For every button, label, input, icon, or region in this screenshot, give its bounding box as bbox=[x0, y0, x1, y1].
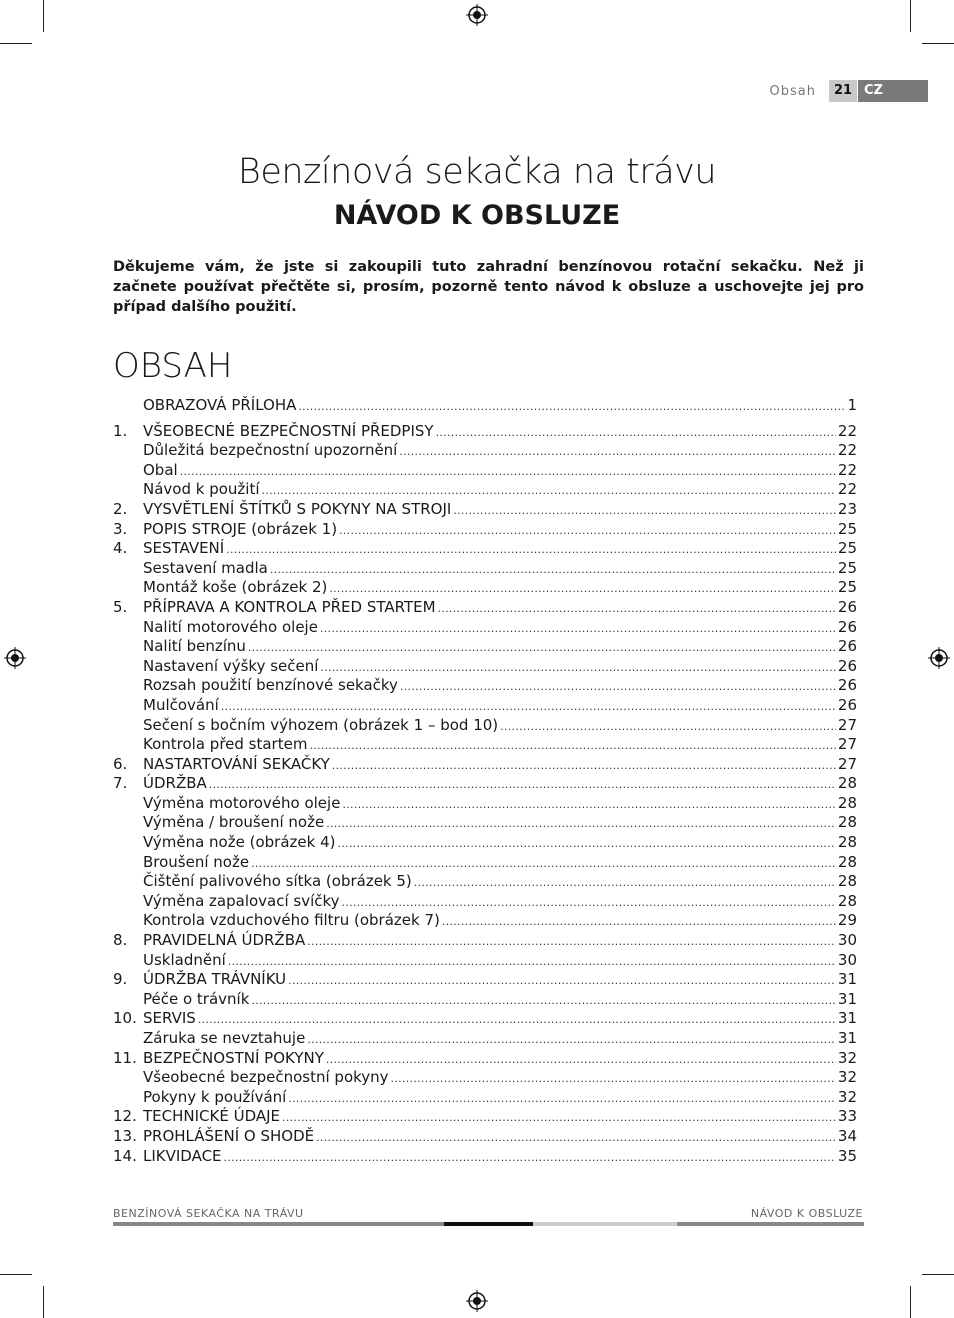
intro-paragraph: Děkujeme vám, že jste si zakoupili tuto zahradní benzínovou rotační sekačku. Než ji začnete používat přečtěte si, prosím, pozorně tento návod k obsluze a uschovejte jej pro případ dalšího použití. bbox=[113, 259, 864, 315]
toc-entry-page: 27 bbox=[837, 754, 857, 773]
toc-entry-title: Nalití motorového oleje bbox=[143, 617, 318, 636]
toc-entry-title: Výměna motorového oleje bbox=[143, 793, 341, 812]
toc-dot-leader bbox=[442, 912, 836, 932]
toc-dot-leader bbox=[332, 756, 836, 776]
toc-dot-leader bbox=[288, 971, 836, 991]
toc-entry bbox=[113, 676, 857, 696]
toc-entry-title: OBRAZOVÁ PŘÍLOHA bbox=[143, 396, 297, 414]
toc-entry-title: Důležitá bezpečnostní upozornění bbox=[143, 441, 398, 460]
toc-entry-page: 28 bbox=[837, 833, 857, 852]
toc-entry-number: 5. bbox=[113, 597, 128, 616]
toc-entry-page: 25 bbox=[837, 519, 857, 538]
toc-entry-page: 28 bbox=[837, 891, 857, 910]
toc-entry bbox=[113, 637, 857, 657]
toc-entry-title: SESTAVENÍ bbox=[143, 539, 225, 558]
toc-entry-page: 27 bbox=[837, 735, 857, 754]
toc-dot-leader bbox=[391, 1069, 836, 1089]
toc-dot-leader bbox=[248, 638, 836, 658]
toc-dot-leader bbox=[251, 991, 836, 1011]
toc-dot-leader bbox=[339, 521, 836, 541]
toc-entry bbox=[113, 657, 857, 677]
toc-entry-page: 26 bbox=[837, 695, 857, 714]
toc-entry bbox=[113, 1068, 857, 1088]
toc-entry-page: 26 bbox=[837, 597, 857, 616]
toc-entry-title: Uskladnění bbox=[143, 950, 226, 969]
toc-entry bbox=[113, 911, 857, 931]
toc-entry-page: 26 bbox=[837, 656, 857, 675]
toc-dot-leader bbox=[198, 1010, 836, 1030]
toc-entry-number: 1. bbox=[113, 421, 128, 440]
toc-entry-title: Nalití benzínu bbox=[143, 637, 246, 656]
toc-dot-leader bbox=[320, 619, 836, 639]
toc-dot-leader bbox=[400, 677, 836, 697]
toc-entry-page: 32 bbox=[837, 1087, 857, 1106]
crop-mark bbox=[922, 1274, 954, 1275]
toc-dot-leader bbox=[438, 599, 836, 619]
toc-entry bbox=[113, 833, 857, 853]
toc-entry-title: Péče o trávník bbox=[143, 989, 250, 1008]
toc-entry-page: 30 bbox=[837, 950, 857, 969]
toc-entry-number: 9. bbox=[113, 970, 128, 989]
crop-mark bbox=[43, 0, 44, 32]
toc-entry bbox=[113, 872, 857, 892]
toc-entry-title: Všeobecné bezpečnostní pokyny bbox=[143, 1068, 389, 1087]
toc-entry-number: 3. bbox=[113, 519, 128, 538]
toc-entry-title: Broušení nože bbox=[143, 852, 250, 871]
toc-entry-title: Kontrola před startem bbox=[143, 735, 308, 754]
toc-entry-page: 28 bbox=[837, 852, 857, 871]
footer-bar-segment bbox=[533, 1222, 677, 1226]
toc-entry-title: NASTARTOVÁNÍ SEKAČKY bbox=[143, 754, 330, 773]
toc-entry-page: 1 bbox=[847, 396, 857, 414]
toc-dot-leader bbox=[307, 1030, 836, 1050]
toc-dot-leader bbox=[329, 579, 836, 599]
toc-entry bbox=[113, 931, 857, 951]
registration-mark-icon bbox=[4, 647, 26, 669]
toc-entry-title: Návod k použití bbox=[143, 480, 260, 499]
toc-entry-title: LIKVIDACE bbox=[143, 1146, 222, 1165]
toc-entry-page: 31 bbox=[837, 970, 857, 989]
toc-entry-number: 8. bbox=[113, 931, 128, 950]
toc-entry-number: 14. bbox=[113, 1146, 137, 1165]
toc-entry bbox=[113, 970, 857, 990]
toc-entry-page: 22 bbox=[837, 480, 857, 499]
toc-dot-leader bbox=[298, 397, 845, 417]
toc-entry bbox=[113, 892, 857, 912]
table-of-contents bbox=[113, 396, 857, 1166]
toc-dot-leader bbox=[326, 814, 836, 834]
toc-dot-leader bbox=[209, 775, 836, 795]
toc-heading: OBSAH bbox=[113, 346, 233, 386]
page-number: 21 bbox=[829, 80, 857, 102]
toc-entry-page: 22 bbox=[837, 441, 857, 460]
registration-mark-icon bbox=[466, 4, 488, 26]
toc-dot-leader bbox=[453, 501, 836, 521]
footer-bar-segment bbox=[444, 1222, 533, 1226]
crop-mark bbox=[0, 43, 32, 44]
toc-entry-title: Výměna / broušení nože bbox=[143, 813, 325, 832]
toc-entry-number: 10. bbox=[113, 1009, 137, 1028]
toc-entry-title: SERVIS bbox=[143, 1009, 196, 1028]
toc-entry bbox=[113, 853, 857, 873]
toc-entry bbox=[113, 813, 857, 833]
toc-entry-number: 7. bbox=[113, 774, 128, 793]
toc-dot-leader bbox=[342, 893, 836, 913]
toc-entry-page: 22 bbox=[837, 421, 857, 440]
toc-entry bbox=[113, 1127, 857, 1147]
toc-entry-title: Kontrola vzduchového filtru (obrázek 7) bbox=[143, 911, 440, 930]
toc-entry-title: VYSVĚTLENÍ ŠTÍTKŮ S POKYNY NA STROJI bbox=[143, 499, 452, 518]
toc-entry-page: 35 bbox=[837, 1146, 857, 1165]
toc-entry-page: 29 bbox=[837, 911, 857, 930]
toc-entry bbox=[113, 1049, 857, 1069]
toc-entry-title: Pokyny k používání bbox=[143, 1087, 287, 1106]
toc-entry-page: 25 bbox=[837, 578, 857, 597]
toc-entry-number: 4. bbox=[113, 539, 128, 558]
crop-mark bbox=[43, 1286, 44, 1318]
toc-dot-leader bbox=[180, 462, 836, 482]
toc-dot-leader bbox=[262, 481, 836, 501]
toc-entry-page: 25 bbox=[837, 539, 857, 558]
crop-mark bbox=[910, 0, 911, 32]
document-subtitle: NÁVOD K OBSLUZE bbox=[333, 200, 621, 231]
footer-right-text: NÁVOD K OBSLUZE bbox=[750, 1207, 863, 1220]
toc-dot-leader bbox=[399, 442, 836, 462]
document-title: Benzínová sekačka na trávu bbox=[237, 152, 717, 192]
toc-entry bbox=[113, 1029, 857, 1049]
toc-entry bbox=[113, 735, 857, 755]
toc-entry-title: POPIS STROJE (obrázek 1) bbox=[143, 519, 338, 538]
toc-entry-page: 34 bbox=[837, 1126, 857, 1145]
toc-entry-title: Záruka se nevztahuje bbox=[143, 1029, 306, 1047]
toc-entry-title: Výměna nože (obrázek 4) bbox=[143, 833, 336, 852]
toc-entry-title: ÚDRŽBA bbox=[143, 774, 207, 793]
toc-entry-page: 31 bbox=[837, 1029, 857, 1047]
toc-entry-page: 30 bbox=[837, 931, 857, 950]
toc-entry-page: 23 bbox=[837, 499, 857, 518]
toc-entry-page: 22 bbox=[837, 460, 857, 479]
toc-entry-page: 31 bbox=[837, 1009, 857, 1028]
toc-entry bbox=[113, 696, 857, 716]
toc-entry-page: 27 bbox=[837, 715, 857, 734]
toc-entry-title: Nastavení výšky sečení bbox=[143, 656, 319, 675]
registration-mark-icon bbox=[928, 647, 950, 669]
toc-dot-leader bbox=[436, 423, 836, 443]
toc-dot-leader bbox=[307, 932, 836, 952]
toc-dot-leader bbox=[500, 717, 836, 737]
toc-entry bbox=[113, 990, 857, 1010]
toc-entry-number: 11. bbox=[113, 1048, 137, 1067]
toc-entry bbox=[113, 1107, 857, 1127]
toc-dot-leader bbox=[337, 834, 835, 854]
toc-entry-title: ÚDRŽBA TRÁVNÍKU bbox=[143, 970, 287, 989]
toc-entry-title: BEZPEČNOSTNÍ POKYNY bbox=[143, 1048, 324, 1067]
toc-entry-title: Montáž koše (obrázek 2) bbox=[143, 578, 328, 597]
toc-entry bbox=[113, 1147, 857, 1167]
toc-dot-leader bbox=[414, 873, 836, 893]
toc-entry bbox=[113, 618, 857, 638]
toc-entry bbox=[113, 578, 857, 598]
toc-entry-page: 26 bbox=[837, 676, 857, 695]
toc-dot-leader bbox=[228, 952, 836, 972]
toc-entry-title: Sestavení madla bbox=[143, 558, 268, 577]
toc-entry bbox=[113, 716, 857, 736]
toc-entry-page: 28 bbox=[837, 793, 857, 812]
toc-entry-title: TECHNICKÉ ÚDAJE bbox=[143, 1107, 281, 1126]
toc-entry-page: 26 bbox=[837, 637, 857, 656]
toc-entry bbox=[113, 951, 857, 971]
toc-entry-number: 12. bbox=[113, 1107, 137, 1126]
crop-mark bbox=[910, 1286, 911, 1318]
toc-entry-page: 31 bbox=[837, 989, 857, 1008]
toc-entry bbox=[113, 1009, 857, 1029]
toc-entry bbox=[113, 461, 857, 481]
toc-entry-page: 28 bbox=[837, 774, 857, 793]
toc-entry bbox=[113, 559, 857, 579]
toc-entry-number: 2. bbox=[113, 499, 128, 518]
toc-entry-title: PRAVIDELNÁ ÚDRŽBA bbox=[143, 931, 306, 950]
toc-entry-title: Rozsah použití benzínové sekačky bbox=[143, 676, 398, 695]
toc-dot-leader bbox=[288, 1089, 836, 1109]
toc-entry-title: Čištění palivového sítka (obrázek 5) bbox=[143, 872, 412, 891]
toc-entry-number: 6. bbox=[113, 754, 128, 773]
toc-entry-number: 13. bbox=[113, 1126, 137, 1145]
toc-dot-leader bbox=[320, 658, 835, 678]
toc-entry-page: 33 bbox=[837, 1107, 857, 1126]
toc-entry-page: 32 bbox=[837, 1048, 857, 1067]
toc-dot-leader bbox=[270, 560, 836, 580]
crop-mark bbox=[0, 1274, 32, 1275]
toc-entry bbox=[113, 755, 857, 775]
toc-entry bbox=[113, 774, 857, 794]
toc-dot-leader bbox=[251, 854, 836, 874]
toc-entry bbox=[113, 441, 857, 461]
toc-dot-leader bbox=[316, 1128, 836, 1148]
toc-entry-title: PROHLÁŠENÍ O SHODĚ bbox=[143, 1126, 315, 1145]
crop-mark bbox=[922, 43, 954, 44]
toc-entry-page: 26 bbox=[837, 617, 857, 636]
toc-dot-leader bbox=[221, 697, 836, 717]
toc-entry bbox=[113, 520, 857, 540]
toc-entry-title: Obal bbox=[143, 460, 178, 479]
toc-entry-title: VŠEOBECNÉ BEZPEČNOSTNÍ PŘEDPISY bbox=[143, 421, 434, 440]
registration-mark-icon bbox=[466, 1290, 488, 1312]
toc-entry-title: Výměna zapalovací svíčky bbox=[143, 891, 340, 910]
toc-entry-page: 28 bbox=[837, 872, 857, 891]
toc-entry bbox=[113, 1088, 857, 1108]
toc-dot-leader bbox=[309, 736, 835, 756]
toc-entry bbox=[113, 539, 857, 559]
toc-dot-leader bbox=[282, 1108, 836, 1128]
toc-entry-title: Sečení s bočním výhozem (obrázek 1 – bod 10) bbox=[143, 715, 499, 734]
footer-left-text: BENZÍNOVÁ SEKAČKA NA TRÁVU bbox=[113, 1207, 304, 1220]
toc-dot-leader bbox=[226, 540, 836, 560]
footer-bar-segment bbox=[113, 1222, 444, 1226]
toc-entry-page: 28 bbox=[837, 813, 857, 832]
toc-dot-leader bbox=[224, 1148, 836, 1168]
toc-dot-leader bbox=[326, 1050, 836, 1070]
footer-bar-segment bbox=[677, 1222, 864, 1226]
toc-entry-title: Mulčování bbox=[143, 695, 219, 714]
toc-entry bbox=[113, 422, 857, 442]
toc-entry-title: PŘÍPRAVA A KONTROLA PŘED STARTEM bbox=[143, 597, 436, 616]
toc-entry-page: 25 bbox=[837, 558, 857, 577]
toc-entry bbox=[113, 500, 857, 520]
toc-dot-leader bbox=[342, 795, 835, 815]
language-tab: CZ bbox=[858, 80, 928, 102]
header-section-label: Obsah bbox=[769, 84, 816, 99]
toc-entry bbox=[113, 396, 857, 416]
toc-entry bbox=[113, 794, 857, 814]
toc-entry bbox=[113, 480, 857, 500]
toc-entry-page: 32 bbox=[837, 1068, 857, 1087]
toc-entry bbox=[113, 598, 857, 618]
